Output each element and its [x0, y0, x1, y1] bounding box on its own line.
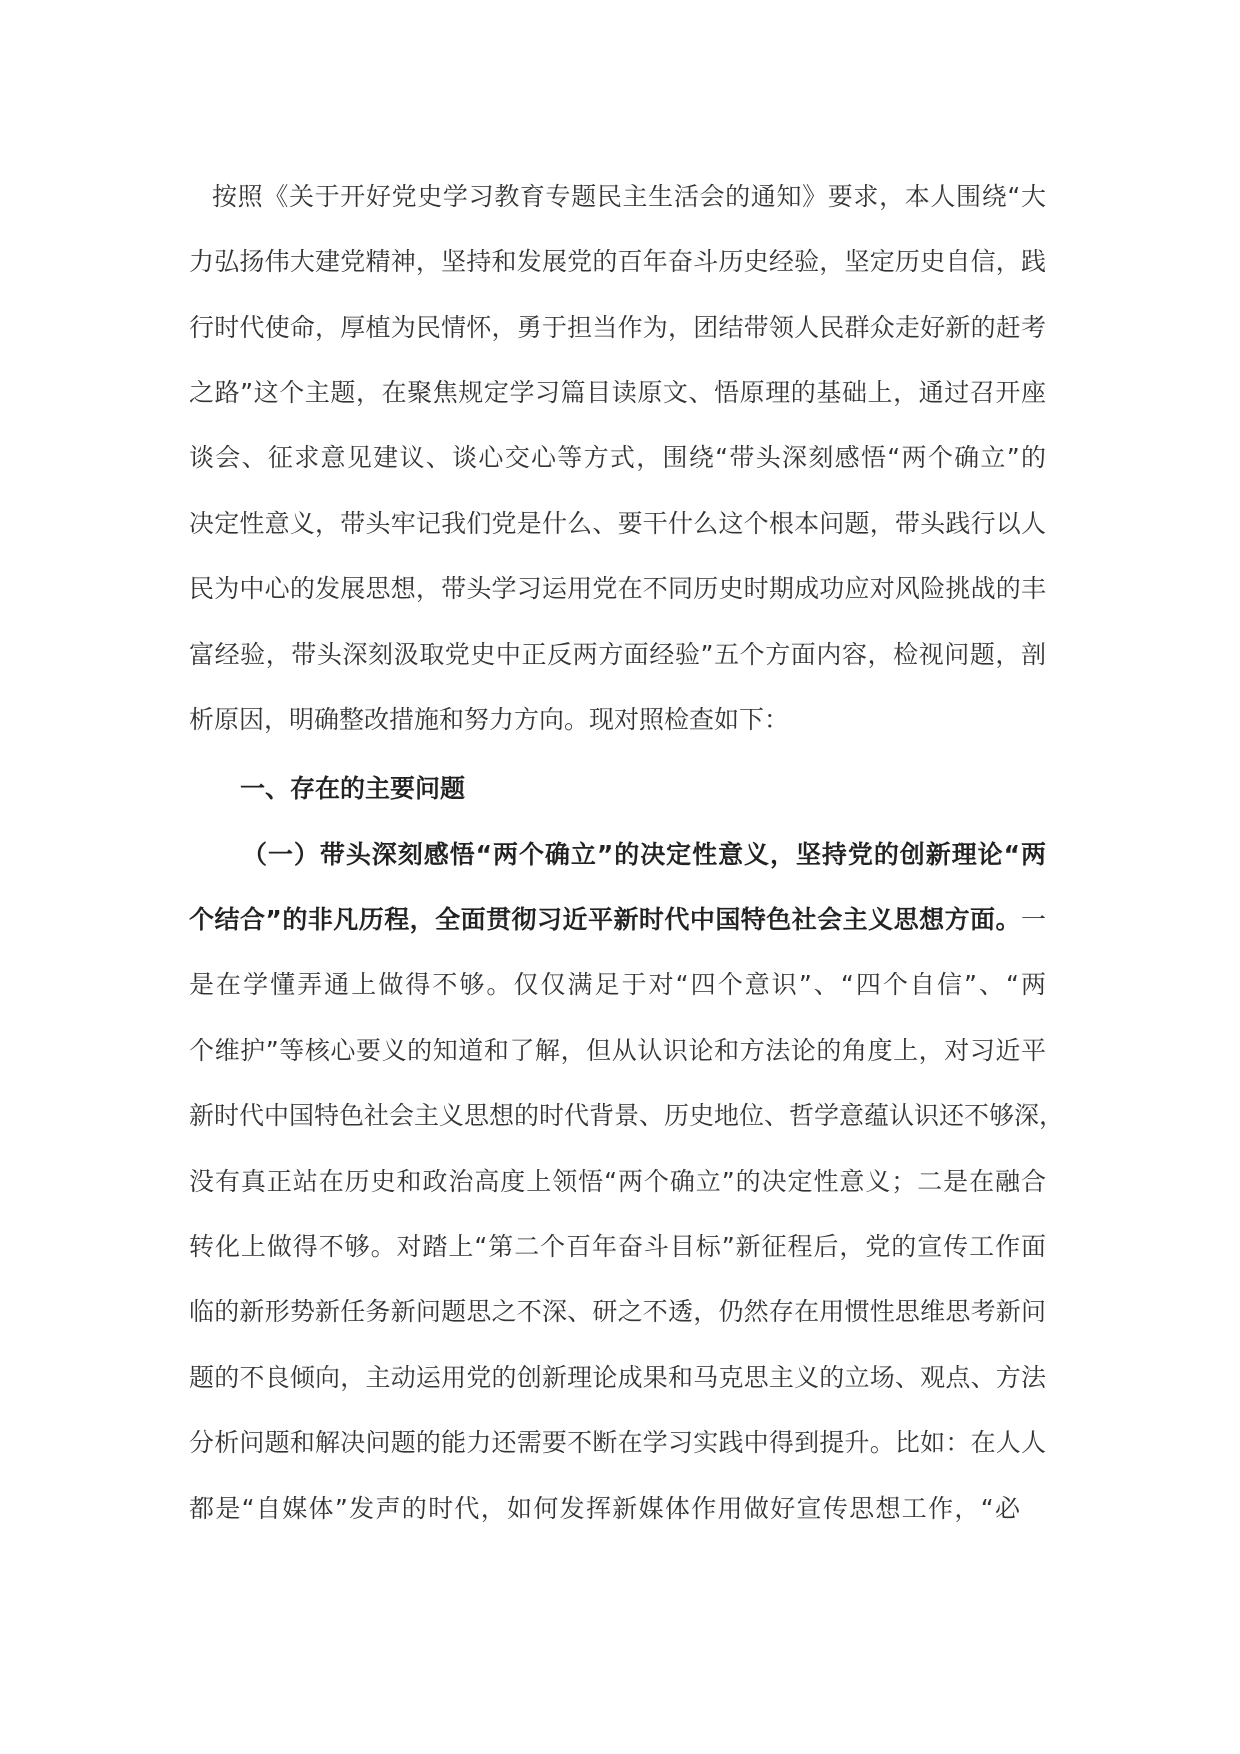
intro-line: 力弘扬伟大建党精神，坚持和发展党的百年奋斗历史经验，坚定历史自信，践	[189, 247, 1046, 276]
body-line: 个维护”等核心要义的知道和了解，但从认识论和方法论的角度上，对习近平	[189, 1036, 1046, 1065]
intro-line: 行时代使命，厚植为民情怀，勇于担当作为，团结带领人民群众走好新的赶考	[189, 313, 1046, 342]
subsection-heading: （一）带头深刻感悟“两个确立”的决定性意义，坚持党的创新理论“两	[242, 840, 1046, 869]
body-text: 一	[1020, 905, 1046, 934]
subsection-heading-text: 个结合”的非凡历程，全面贯彻习近平新时代中国特色社会主义思想方面。	[189, 905, 1021, 934]
intro-line: 析原因，明确整改措施和努力方向。现对照检查如下：	[189, 705, 790, 734]
body-line: 都是“自媒体”发声的时代，如何发挥新媒体作用做好宣传思想工作，“必	[189, 1494, 1020, 1523]
section-heading: 一、存在的主要问题	[240, 774, 466, 803]
body-line: 转化上做得不够。对踏上“第二个百年奋斗目标”新征程后，党的宣传工作面	[189, 1232, 1046, 1261]
intro-line: 按照《关于开好党史学习教育专题民主生活会的通知》要求，本人围绕“大	[212, 182, 1046, 211]
body-line: 是在学懂弄通上做得不够。仅仅满足于对“四个意识”、“四个自信”、“两	[189, 970, 1046, 999]
subsection-heading-line2	[189, 900, 1046, 940]
body-line: 分析问题和解决问题的能力还需要不断在学习实践中得到提升。比如：在人人	[189, 1428, 1046, 1457]
body-line: 题的不良倾向，主动运用党的创新理论成果和马克思主义的立场、观点、方法	[189, 1363, 1046, 1392]
intro-line: 之路”这个主题，在聚焦规定学习篇目读原文、悟原理的基础上，通过召开座	[189, 378, 1046, 407]
intro-line: 决定性意义，带头牢记我们党是什么、要干什么这个根本问题，带头践行以人	[189, 509, 1046, 538]
body-line: 临的新形势新任务新问题思之不深、研之不透，仍然存在用惯性思维思考新问	[189, 1297, 1046, 1326]
intro-line: 民为中心的发展思想，带头学习运用党在不同历史时期成功应对风险挑战的丰	[189, 574, 1046, 603]
body-line: 没有真正站在历史和政治高度上领悟“两个确立”的决定性意义；二是在融合	[189, 1167, 1046, 1196]
body-line: 新时代中国特色社会主义思想的时代背景、历史地位、哲学意蕴认识还不够深，	[189, 1101, 1065, 1130]
intro-line: 富经验，带头深刻汲取党史中正反两方面经验”五个方面内容，检视问题，剖	[189, 640, 1046, 669]
intro-line: 谈会、征求意见建议、谈心交心等方式，围绕“带头深刻感悟“两个确立”的	[189, 443, 1046, 472]
